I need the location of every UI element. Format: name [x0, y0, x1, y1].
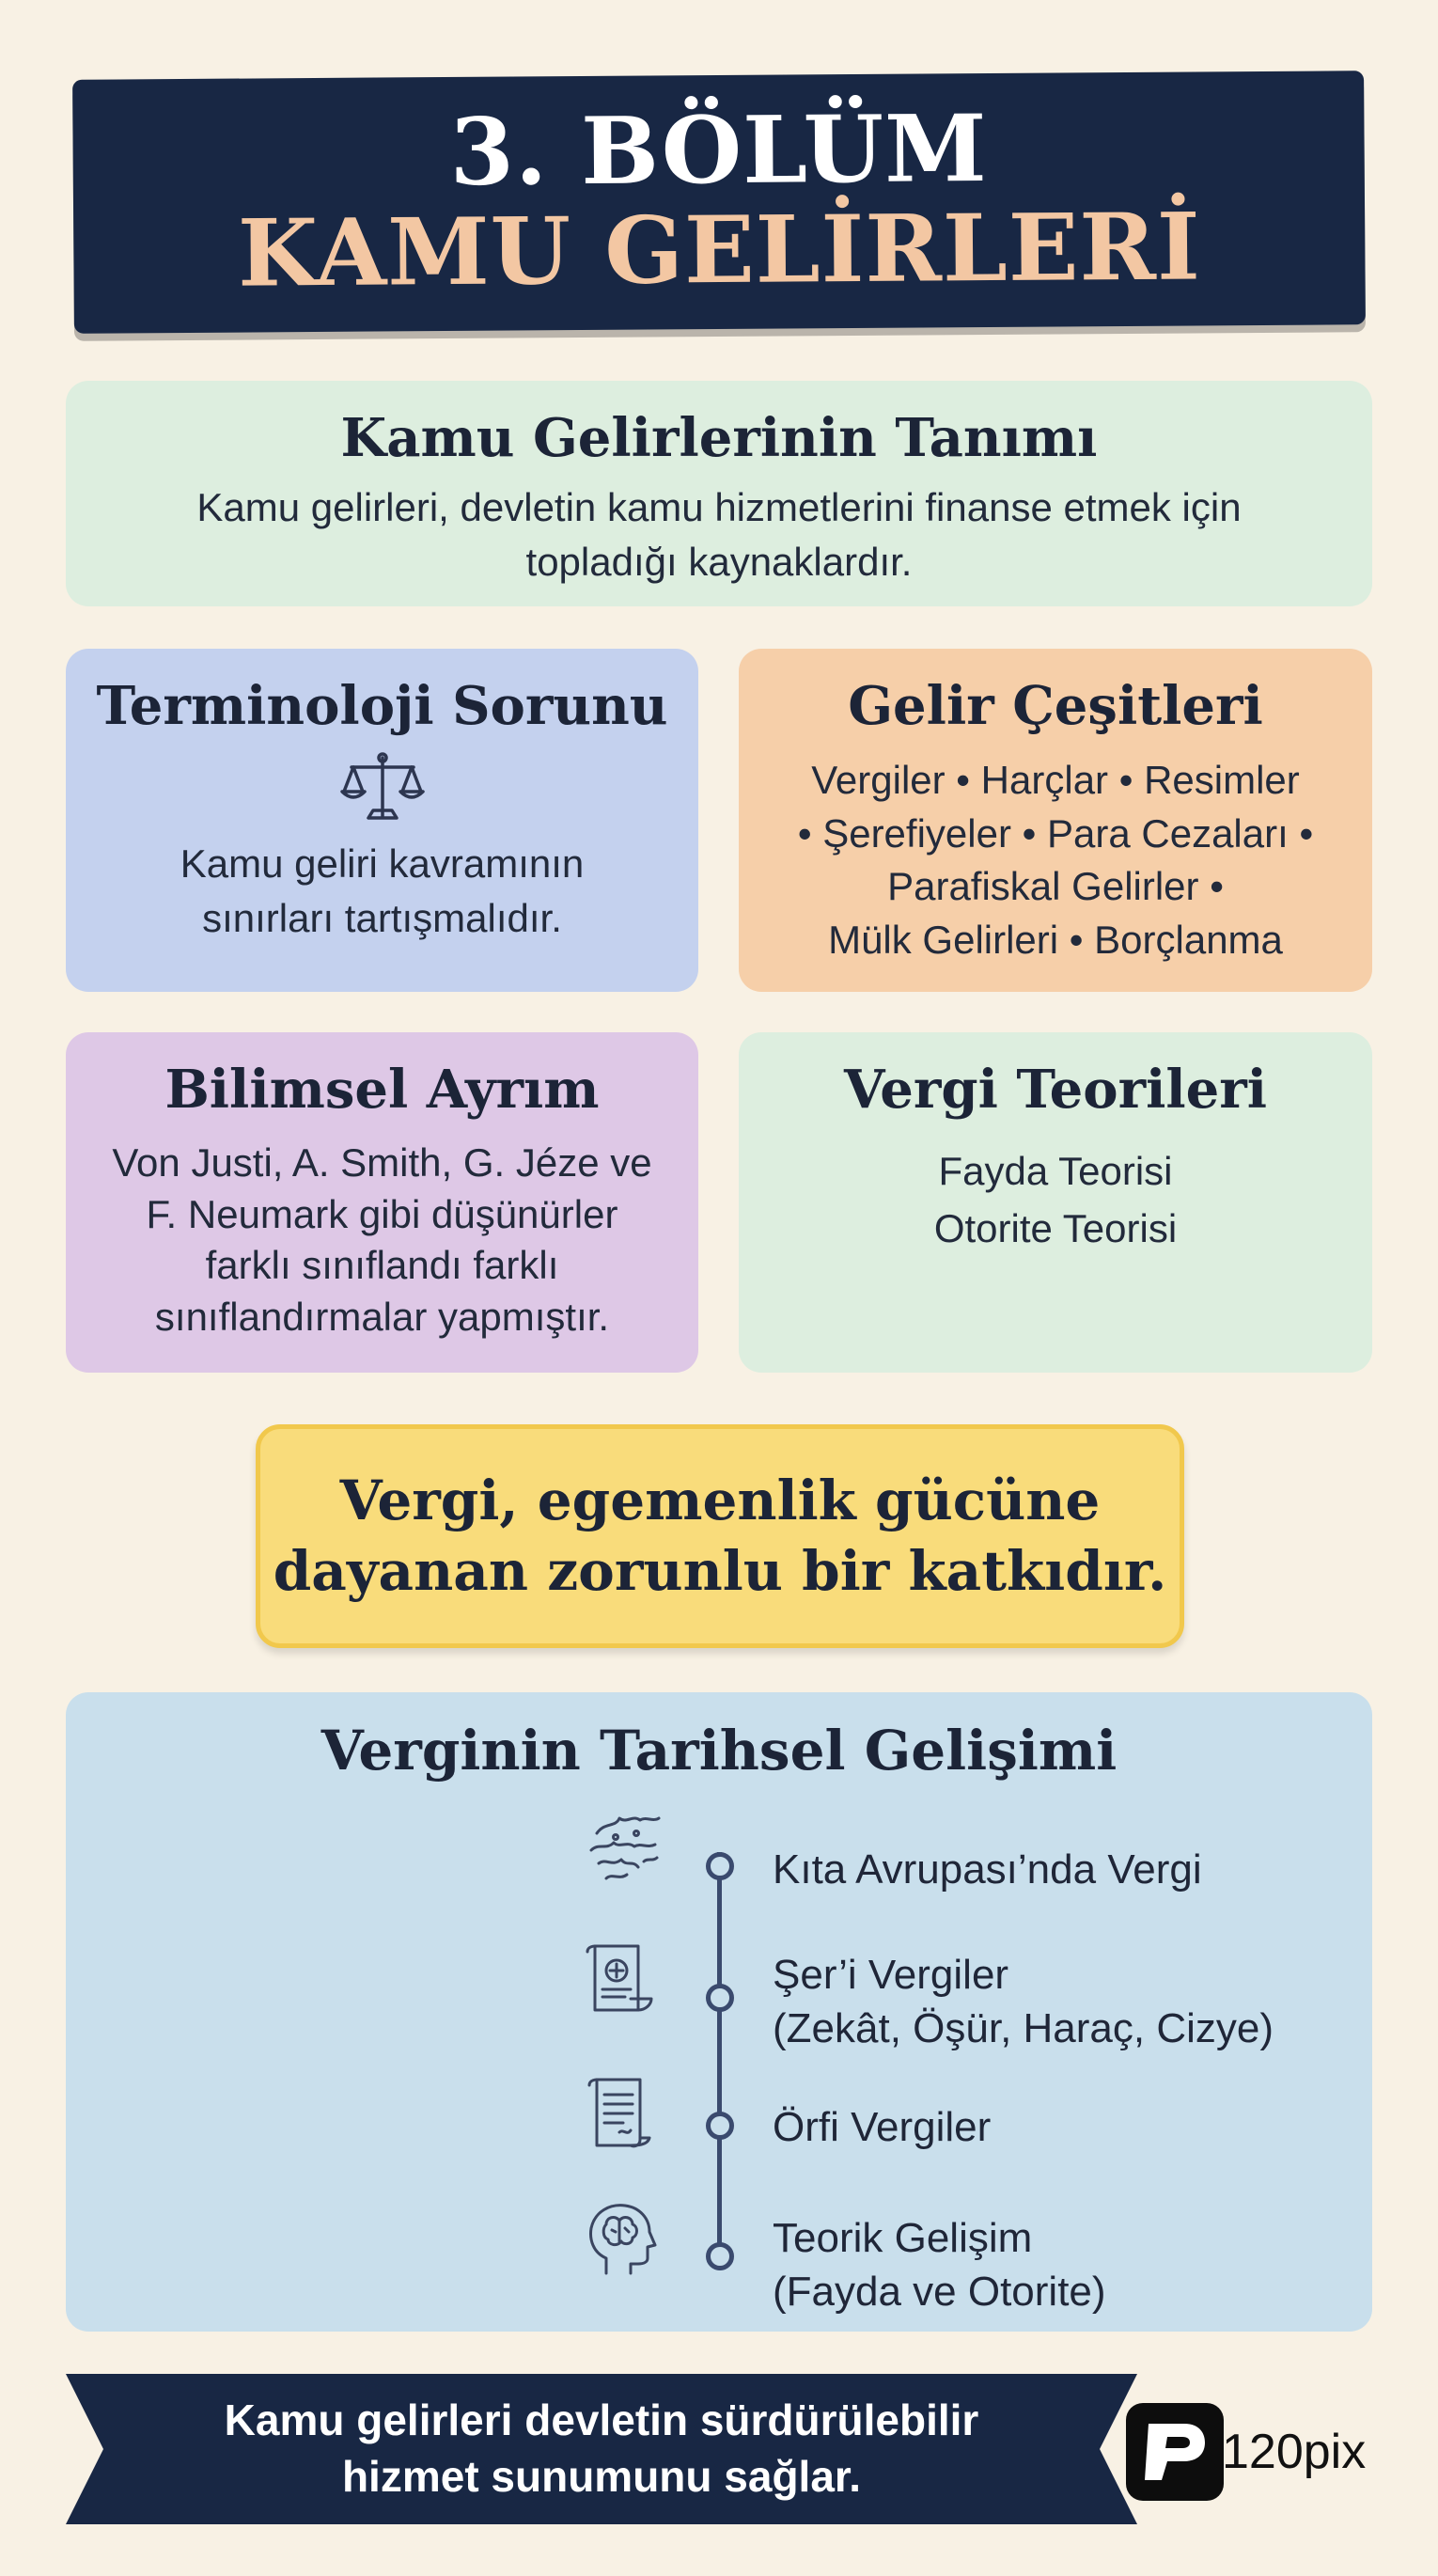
key-quote-box	[256, 1424, 1184, 1648]
terminology-body-line1: Kamu geliri kavramının	[180, 841, 585, 886]
income-types-title: Gelir Çeşitleri	[848, 675, 1263, 737]
timeline-item-europe	[773, 1843, 1202, 1896]
chapter-header-banner	[72, 71, 1366, 334]
key-quote-line1: Vergi, egemenlik gücüne	[339, 1468, 1101, 1532]
watermark-text: 120pix	[1222, 2425, 1367, 2479]
scientific-card	[66, 1032, 698, 1373]
income-types-body	[764, 754, 1347, 967]
scroll-icon	[578, 2070, 663, 2155]
key-quote-line2: dayanan zorunlu bir katkıdır.	[273, 1539, 1167, 1603]
tax-history-card	[66, 1692, 1372, 2332]
tax-history-title: Verginin Tarihsel Gelişimi	[320, 1719, 1118, 1783]
scientific-body	[82, 1138, 683, 1343]
chapter-title: KAMU GELİRLERİ	[237, 192, 1202, 308]
timeline-dot	[706, 1852, 734, 1880]
footer-ribbon	[66, 2374, 1137, 2524]
tax-theories-card	[739, 1032, 1372, 1373]
definition-card	[66, 381, 1372, 606]
timeline-dot	[706, 1984, 734, 2012]
timeline-item-label: Şer’i Vergiler	[773, 1952, 1009, 1998]
key-quote-text	[274, 1466, 1167, 1608]
timeline-dot	[706, 2242, 734, 2270]
scales-icon	[340, 750, 425, 825]
income-types-line3: Parafiskal Gelirler •	[887, 864, 1224, 909]
footer-line2: hizmet sunumunu sağlar.	[341, 2452, 862, 2501]
timeline-item-label: Teorik Gelişim	[773, 2215, 1033, 2261]
definition-body: Kamu gelirleri, devletin kamu hizmetlerini finanse etmek için topladığı kaynaklardır.	[196, 485, 1242, 584]
scientific-line3: farklı sınıflandı farklı	[205, 1243, 559, 1288]
terminology-body	[180, 837, 585, 946]
tax-history-timeline	[66, 1692, 1372, 2332]
chapter-number: 3. BÖLÜM	[449, 94, 988, 207]
europe-map-icon	[578, 1805, 672, 1890]
timeline-item-theoretical	[773, 2211, 1106, 2318]
timeline-item-label: Örfi Vergiler	[773, 2104, 992, 2150]
tax-theories-title: Vergi Teorileri	[843, 1059, 1268, 1121]
timeline-dot	[706, 2112, 734, 2140]
timeline-item-label: Kıta Avrupası’nda Vergi	[773, 1846, 1202, 1893]
footer-line1: Kamu gelirleri devletin sürdürülebilir	[224, 2395, 979, 2445]
footer-text	[122, 2374, 1081, 2524]
brain-head-icon	[578, 2196, 663, 2281]
income-types-line2: • Şerefiyeler • Para Cezaları •	[797, 810, 1314, 856]
timeline-item-customary	[773, 2100, 991, 2154]
watermark-logo-icon	[1126, 2403, 1224, 2501]
scientific-line1: Von Justi, A. Smith, G. Jéze ve	[112, 1140, 652, 1185]
income-types-card	[739, 649, 1372, 992]
terminology-card	[66, 649, 698, 992]
definition-title: Kamu Gelirlerinin Tanımı	[340, 407, 1098, 469]
income-types-line4: Mülk Gelirleri • Borçlanma	[828, 918, 1283, 963]
tax-theory-item: Otorite Teorisi	[933, 1205, 1178, 1250]
scientific-line4: sınıflandırmalar yapmıştır.	[154, 1294, 610, 1339]
scientific-title: Bilimsel Ayrım	[164, 1059, 600, 1121]
logo-letter-p	[1137, 2414, 1212, 2490]
timeline-item-sublabel: (Zekât, Öşür, Haraç, Cizye)	[773, 2005, 1274, 2052]
scientific-line2: F. Neumark gibi düşünürler	[146, 1191, 618, 1236]
tax-theory-item: Fayda Teorisi	[938, 1149, 1173, 1193]
timeline-item-sublabel: (Fayda ve Otorite)	[773, 2269, 1106, 2316]
timeline-item-sharia	[773, 1948, 1274, 2055]
terminology-body-line2: sınırları tartışmalıdır.	[202, 895, 562, 940]
scroll-seal-icon	[578, 1939, 663, 2023]
income-types-line1: Vergiler • Harçlar • Resimler	[811, 758, 1300, 802]
terminology-title: Terminoloji Sorunu	[96, 675, 668, 737]
timeline-line	[717, 1852, 722, 2247]
tax-theories-body	[934, 1143, 1177, 1258]
